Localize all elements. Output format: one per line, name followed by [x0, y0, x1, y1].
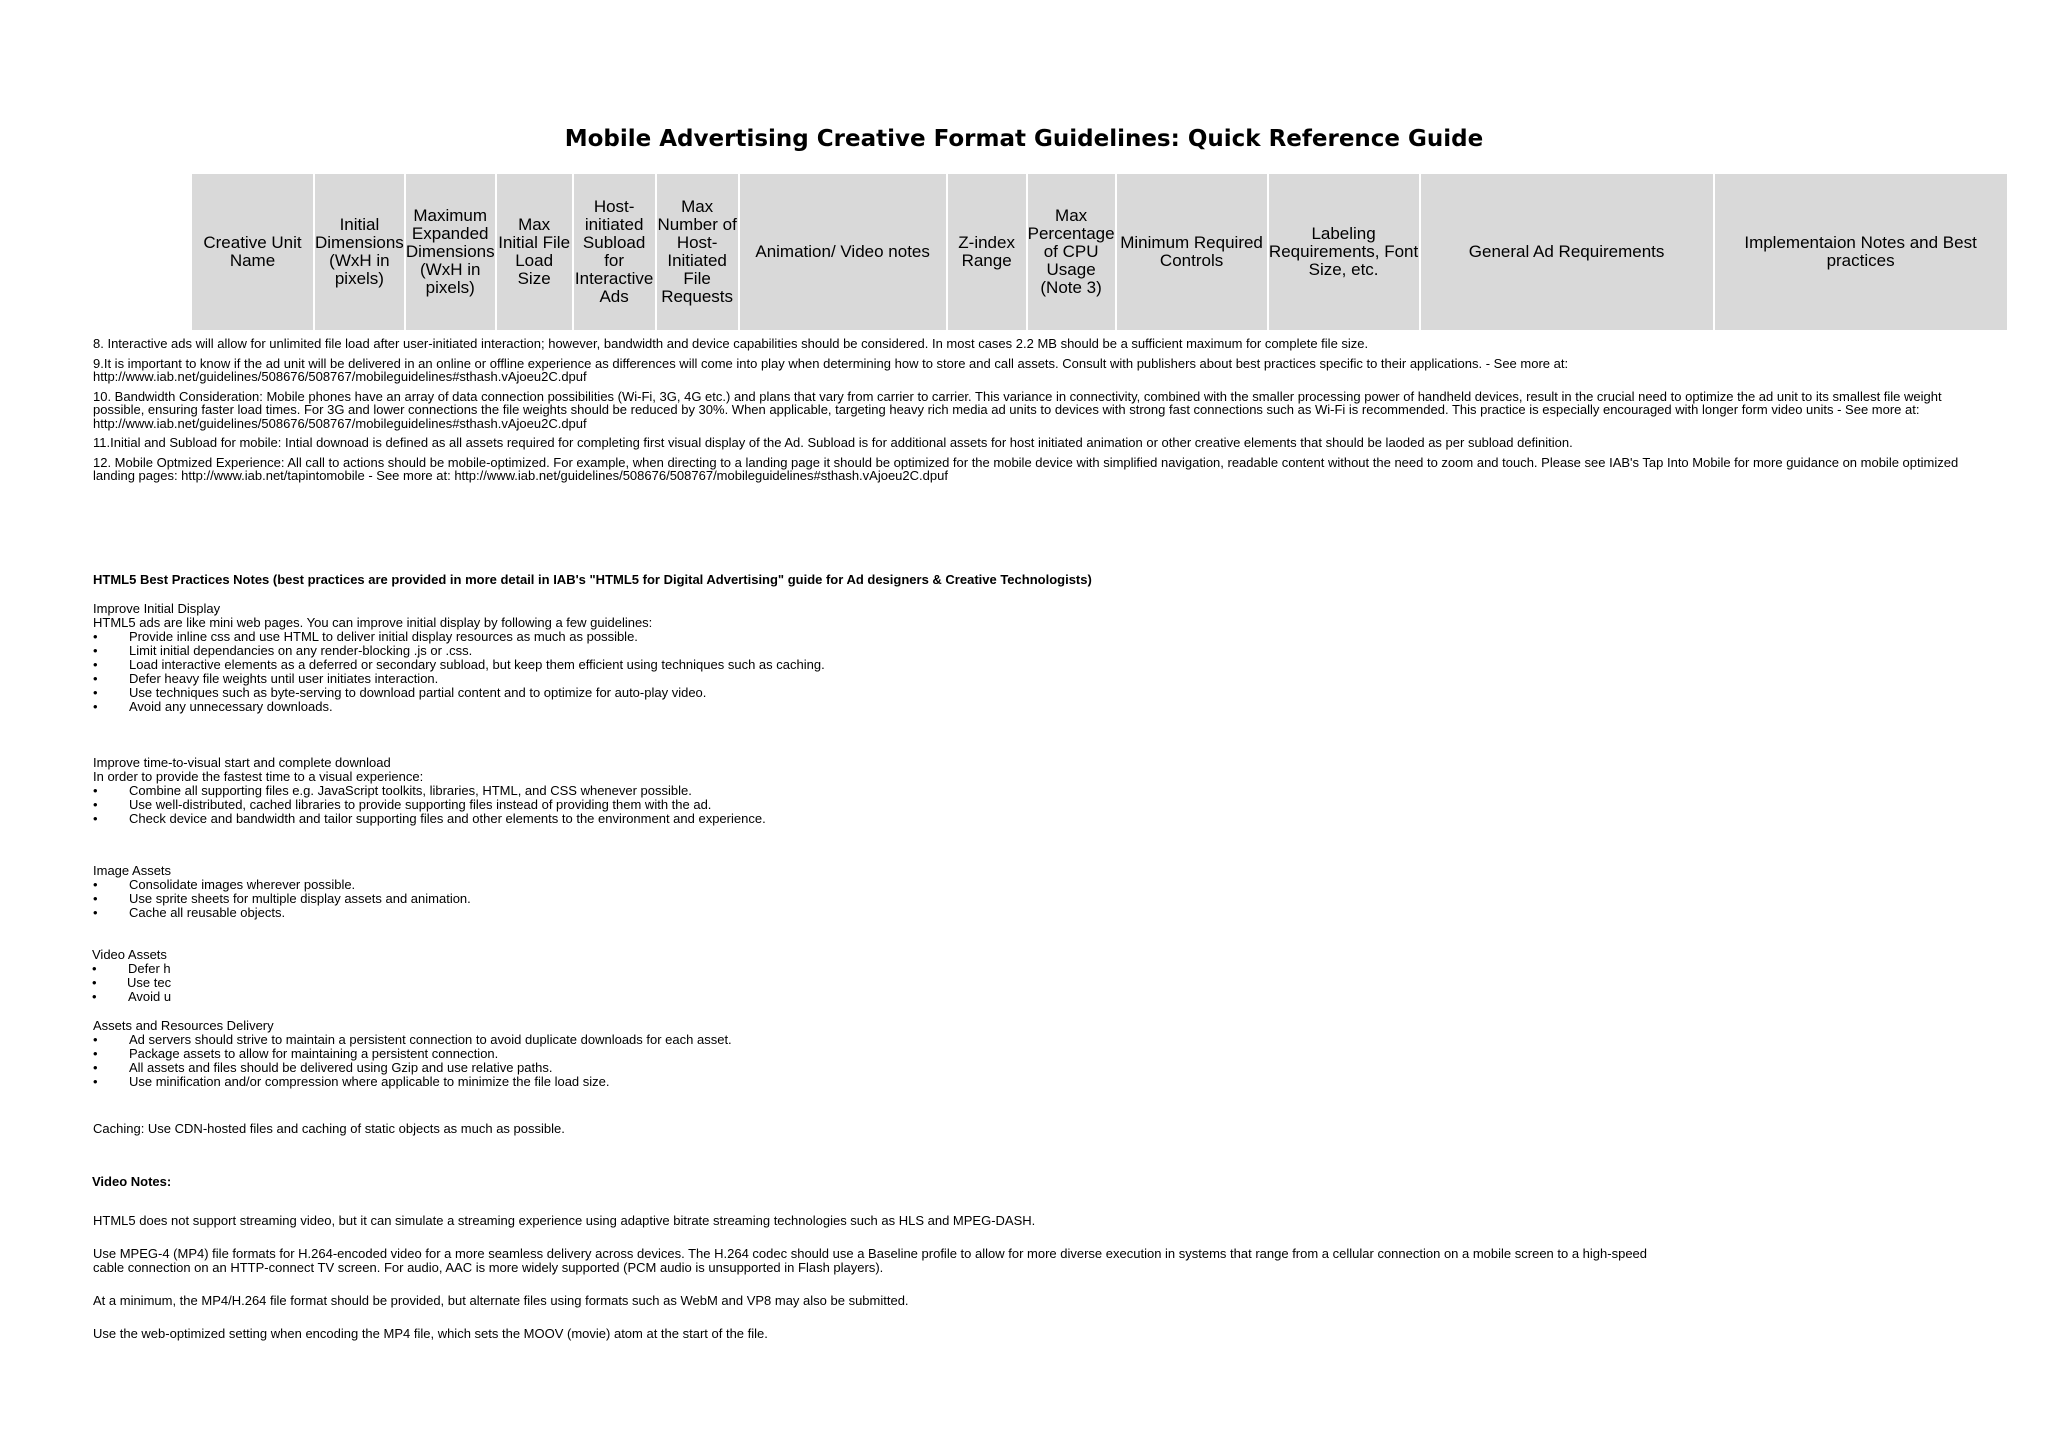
- bullet: •: [93, 905, 98, 920]
- video-notes-p1: HTML5 does not support streaming video, but it can simulate a streaming experience using adaptive bitrate streaming technologies such as HLS and MPEG-DASH.: [93, 1213, 1036, 1228]
- list-item-text: Use well-distributed, cached libraries to provide supporting files instead of providing them with the ad.: [129, 797, 712, 812]
- html5-heading: HTML5 Best Practices Notes (best practices are provided in more detail in IAB's "HTML5 for Digital Advertising" guide for Ad designers & Creative Technologists): [93, 572, 1092, 587]
- guidelines-table-header: [190, 172, 2009, 332]
- bullet: •: [92, 975, 97, 990]
- time-to-visual-section: [93, 756, 766, 826]
- footnote-9: 9.It is important to know if the ad unit will be delivered in an online or offline experience as differences will come into play when determining how to store and call assets. Consult with publishers about best practices specific to their applications. - See more at: http://www.iab.net/guidelines/508676/508767/mobileguidelines#sthash.vAjoeu2C.dpuf: [93, 355, 1569, 384]
- list-item: [93, 672, 825, 686]
- bullet: •: [92, 961, 97, 976]
- col-creative-unit-name: Creative Unit Name: [192, 174, 313, 330]
- footnotes: [93, 337, 1973, 489]
- bullet: •: [93, 1060, 98, 1075]
- table-header-row: [192, 174, 2007, 330]
- bullet: •: [93, 643, 98, 658]
- section-heading: Improve time-to-visual start and complete download: [93, 755, 391, 770]
- list-item: [93, 658, 825, 672]
- list-item: [93, 630, 825, 644]
- bullet: •: [93, 811, 98, 826]
- video-notes-p2: Use MPEG-4 (MP4) file formats for H.264-encoded video for a more seamless delivery across devices. The H.264 codec should use a Baseline profile to allow for more diverse execution in systems that range from a cellular connection on a mobile screen to a high-speed cable connection on an HTTP-connect TV screen. For audio, AAC is more widely supported (PCM audio is unsupported in Flash players).: [93, 1246, 1648, 1275]
- list-item-text: Ad servers should strive to maintain a persistent connection to avoid duplicate downloads for each asset.: [129, 1032, 732, 1047]
- list-item-text: Package assets to allow for maintaining a persistent connection.: [129, 1046, 499, 1061]
- list-item-text: Use minification and/or compression where applicable to minimize the file load size.: [129, 1074, 610, 1089]
- list-item: [93, 892, 471, 906]
- list-item-text: Use tec: [127, 975, 172, 990]
- bullet: •: [93, 1074, 98, 1089]
- bullet: •: [93, 877, 98, 892]
- bullet: •: [93, 671, 98, 686]
- col-host-initiated-subload: Host-initiated Subload for Interactive Ads: [574, 174, 655, 330]
- footnote-8: 8. Interactive ads will allow for unlimited file load after user-initiated interaction; however, bandwidth and device capabilities should be considered. In most cases 2.2 MB should be a sufficient maximum for complete file size.: [93, 336, 1369, 351]
- list-item-text: Use sprite sheets for multiple display assets and animation.: [129, 891, 471, 906]
- list-item-text: Limit initial dependancies on any render-blocking .js or .css.: [129, 643, 473, 658]
- list-item-text: Defer h: [128, 961, 171, 976]
- list-item-text: Avoid u: [128, 989, 172, 1004]
- col-max-cpu-usage: Max Percentage of CPU Usage (Note 3): [1028, 174, 1115, 330]
- footnote-10: 10. Bandwidth Consideration: Mobile phones have an array of data connection possibilities (Wi-Fi, 3G, 4G etc.) and plans that vary from carrier to carrier. This variance in connectivity, combined with the smaller processing power of handheld devices, result in the crucial need to optimize the ad unit to its smallest file weight possible, ensuring faster load times. For 3G and lower connections the file weights should be reduced by 30%. When applicable, targeting heavy rich media ad units to devices with strong fast connections such as Wi-Fi is recommended. This practice is especially encouraged with longer form video units - See more at: http://www.iab.net/guidelines/508676/508767/mobileguidelines#sthash.vAjoeu2C.dpuf: [93, 388, 1942, 431]
- bullet: •: [93, 629, 98, 644]
- list-item: [93, 1061, 732, 1075]
- section-intro: HTML5 ads are like mini web pages. You can improve initial display by following a few guidelines:: [93, 615, 653, 630]
- list-item-text: Consolidate images wherever possible.: [129, 877, 356, 892]
- col-general-ad-requirements: General Ad Requirements: [1421, 174, 1713, 330]
- col-max-host-file-requests: Max Number of Host-Initiated File Requests: [657, 174, 738, 330]
- section-heading: Assets and Resources Delivery: [93, 1018, 274, 1033]
- list-item: [92, 976, 171, 990]
- list-item-text: Combine all supporting files e.g. JavaScript toolkits, libraries, HTML, and CSS whenever possible.: [129, 783, 692, 798]
- section-heading: Video Assets: [92, 947, 167, 962]
- list-item-text: Load interactive elements as a deferred or secondary subload, but keep them efficient using techniques such as caching.: [129, 657, 825, 672]
- page-title-text: Mobile Advertising Creative Format Guidelines: Quick Reference Guide: [564, 126, 1484, 152]
- list-item: [92, 990, 171, 1004]
- section-heading: Image Assets: [93, 863, 172, 878]
- bullet: •: [93, 685, 98, 700]
- bullet: •: [93, 657, 98, 672]
- list-item-text: Provide inline css and use HTML to deliver initial display resources as much as possible.: [129, 629, 638, 644]
- list-item: [92, 962, 171, 976]
- section-intro: In order to provide the fastest time to a visual experience:: [93, 769, 424, 784]
- list-item: [93, 1033, 732, 1047]
- col-labeling-requirements: Labeling Requirements, Font Size, etc.: [1269, 174, 1419, 330]
- bullet: •: [93, 783, 98, 798]
- page-title: [0, 126, 2048, 152]
- list-item: [93, 1075, 732, 1089]
- section-heading: Improve Initial Display: [93, 601, 221, 616]
- image-assets-section: [93, 864, 471, 920]
- video-notes-heading: Video Notes:: [92, 1174, 172, 1189]
- list-item-text: Defer heavy file weights until user initiates interaction.: [129, 671, 439, 686]
- list-item-text: All assets and files should be delivered using Gzip and use relative paths.: [129, 1060, 553, 1075]
- list-item: [93, 700, 825, 714]
- bullet: •: [93, 1046, 98, 1061]
- list-item: [93, 686, 825, 700]
- caching-note: Caching: Use CDN-hosted files and caching of static objects as much as possible.: [93, 1121, 565, 1136]
- assets-delivery-section: [93, 1019, 732, 1089]
- video-notes-p3: At a minimum, the MP4/H.264 file format should be provided, but alternate files using formats such as WebM and VP8 may also be submitted.: [93, 1293, 909, 1308]
- bullet: •: [93, 797, 98, 812]
- list-item-text: Cache all reusable objects.: [129, 905, 286, 920]
- bullet: •: [92, 989, 97, 1004]
- video-assets-section: [92, 948, 171, 1004]
- col-initial-dimensions: Initial Dimensions (WxH in pixels): [315, 174, 404, 330]
- list-item: [93, 906, 471, 920]
- footnote-12: 12. Mobile Optmized Experience: All call to actions should be mobile-optimized. For example, when directing to a landing page it should be optimized for the mobile device with simplified navigation, readable content without the need to zoom and touch. Please see IAB's Tap Into Mobile for more guidance on mobile optimized landing pages: http://www.iab.net/tapintomobile - See more at: http://www.iab.net/guidelines/508676/508767/mobileguidelines#sthash.vAjoeu2C.dpuf: [93, 454, 1959, 483]
- col-animation-video-notes: Animation/ Video notes: [740, 174, 946, 330]
- col-z-index-range: Z-index Range: [948, 174, 1026, 330]
- list-item: [93, 784, 766, 798]
- bullet: •: [93, 1032, 98, 1047]
- bullet: •: [93, 891, 98, 906]
- list-item: [93, 1047, 732, 1061]
- bullet: •: [93, 699, 98, 714]
- list-item: [93, 644, 825, 658]
- col-implementation-notes: Implementaion Notes and Best practices: [1715, 174, 2007, 330]
- list-item-text: Avoid any unnecessary downloads.: [129, 699, 333, 714]
- footnote-11: 11.Initial and Subload for mobile: Intial downoad is defined as all assets required for completing first visual display of the Ad. Subload is for additional assets for host initiated animation or other creative elements that should be laoded as per subload definition.: [93, 435, 1573, 450]
- list-item: [93, 798, 766, 812]
- video-notes-p4: Use the web-optimized setting when encoding the MP4 file, which sets the MOOV (movie) atom at the start of the file.: [93, 1326, 768, 1341]
- list-item-text: Use techniques such as byte-serving to download partial content and to optimize for auto-play video.: [129, 685, 707, 700]
- col-max-initial-file-load: Max Initial File Load Size: [497, 174, 572, 330]
- list-item: [93, 812, 766, 826]
- list-item-text: Check device and bandwidth and tailor supporting files and other elements to the environment and experience.: [129, 811, 766, 826]
- col-min-required-controls: Minimum Required Controls: [1117, 174, 1267, 330]
- initial-display-section: [93, 602, 825, 714]
- col-max-expanded-dimensions: Maximum Expanded Dimensions (WxH in pixels): [406, 174, 495, 330]
- list-item: [93, 878, 471, 892]
